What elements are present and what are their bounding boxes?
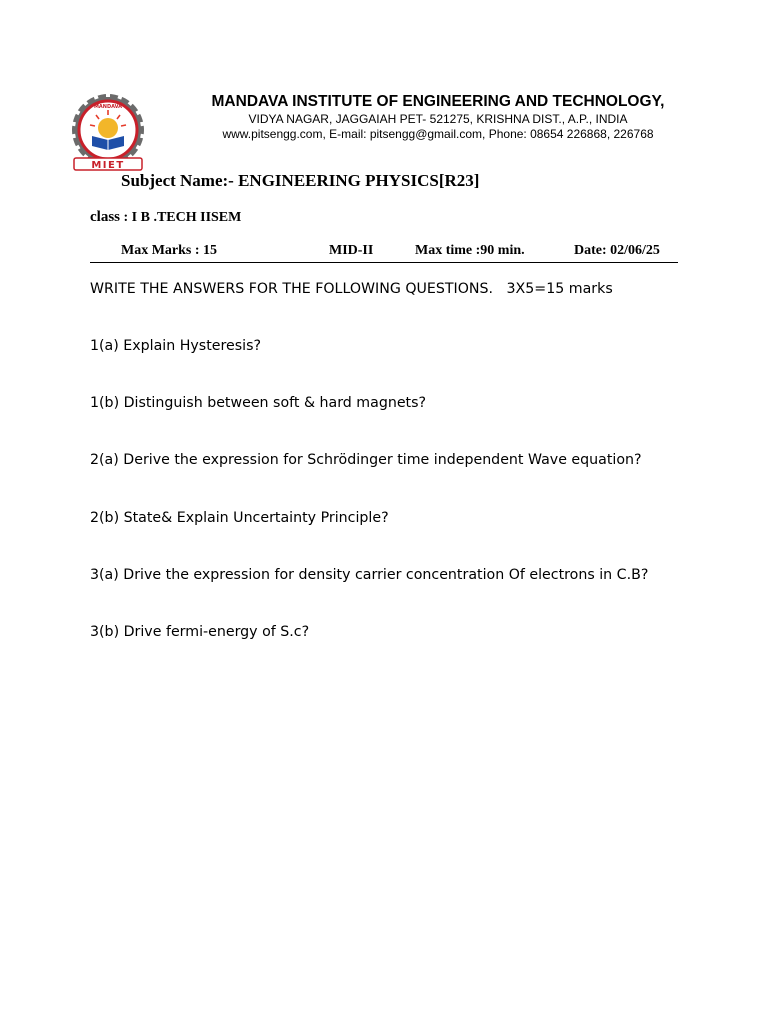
question-1a: 1(a) Explain Hysteresis?: [90, 338, 261, 354]
class-value: : I B .TECH IISEM: [123, 210, 242, 225]
svg-text:MANDAVA: MANDAVA: [93, 104, 123, 110]
question-3b: 3(b) Drive fermi-energy of S.c?: [90, 624, 310, 640]
class-line: [90, 209, 241, 226]
max-time: Max time :90 min.: [415, 243, 525, 258]
class-label: class: [90, 209, 120, 225]
max-marks: Max Marks : 15: [121, 243, 218, 258]
question-2a: 2(a) Derive the expression for Schrödinger time independent Wave equation?: [90, 452, 642, 468]
exam-date: Date: 02/06/25: [574, 243, 660, 258]
question-2b: 2(b) State& Explain Uncertainty Principle?: [90, 510, 389, 526]
question-1b: 1(b) Distinguish between soft & hard magnets?: [90, 395, 427, 411]
institute-logo: [64, 92, 152, 172]
subject-name: Subject Name:- ENGINEERING PHYSICS[R23]: [121, 171, 480, 190]
institute-contact: www.pitsengg.com, E-mail: pitsengg@gmail.com, Phone: 08654 226868, 226768: [222, 127, 654, 141]
institute-address: VIDYA NAGAR, JAGGAIAH PET- 521275, KRISHNA DIST., A.P., INDIA: [248, 112, 628, 126]
institute-name: MANDAVA INSTITUTE OF ENGINEERING AND TECHNOLOGY,: [211, 93, 665, 110]
exam-name: MID-II: [329, 243, 374, 258]
exam-meta-row: [90, 243, 678, 263]
question-3a: 3(a) Drive the expression for density carrier concentration Of electrons in C.B?: [90, 567, 649, 583]
logo-text: MIET: [91, 160, 125, 171]
instructions: WRITE THE ANSWERS FOR THE FOLLOWING QUESTIONS. 3X5=15 marks: [90, 281, 613, 297]
